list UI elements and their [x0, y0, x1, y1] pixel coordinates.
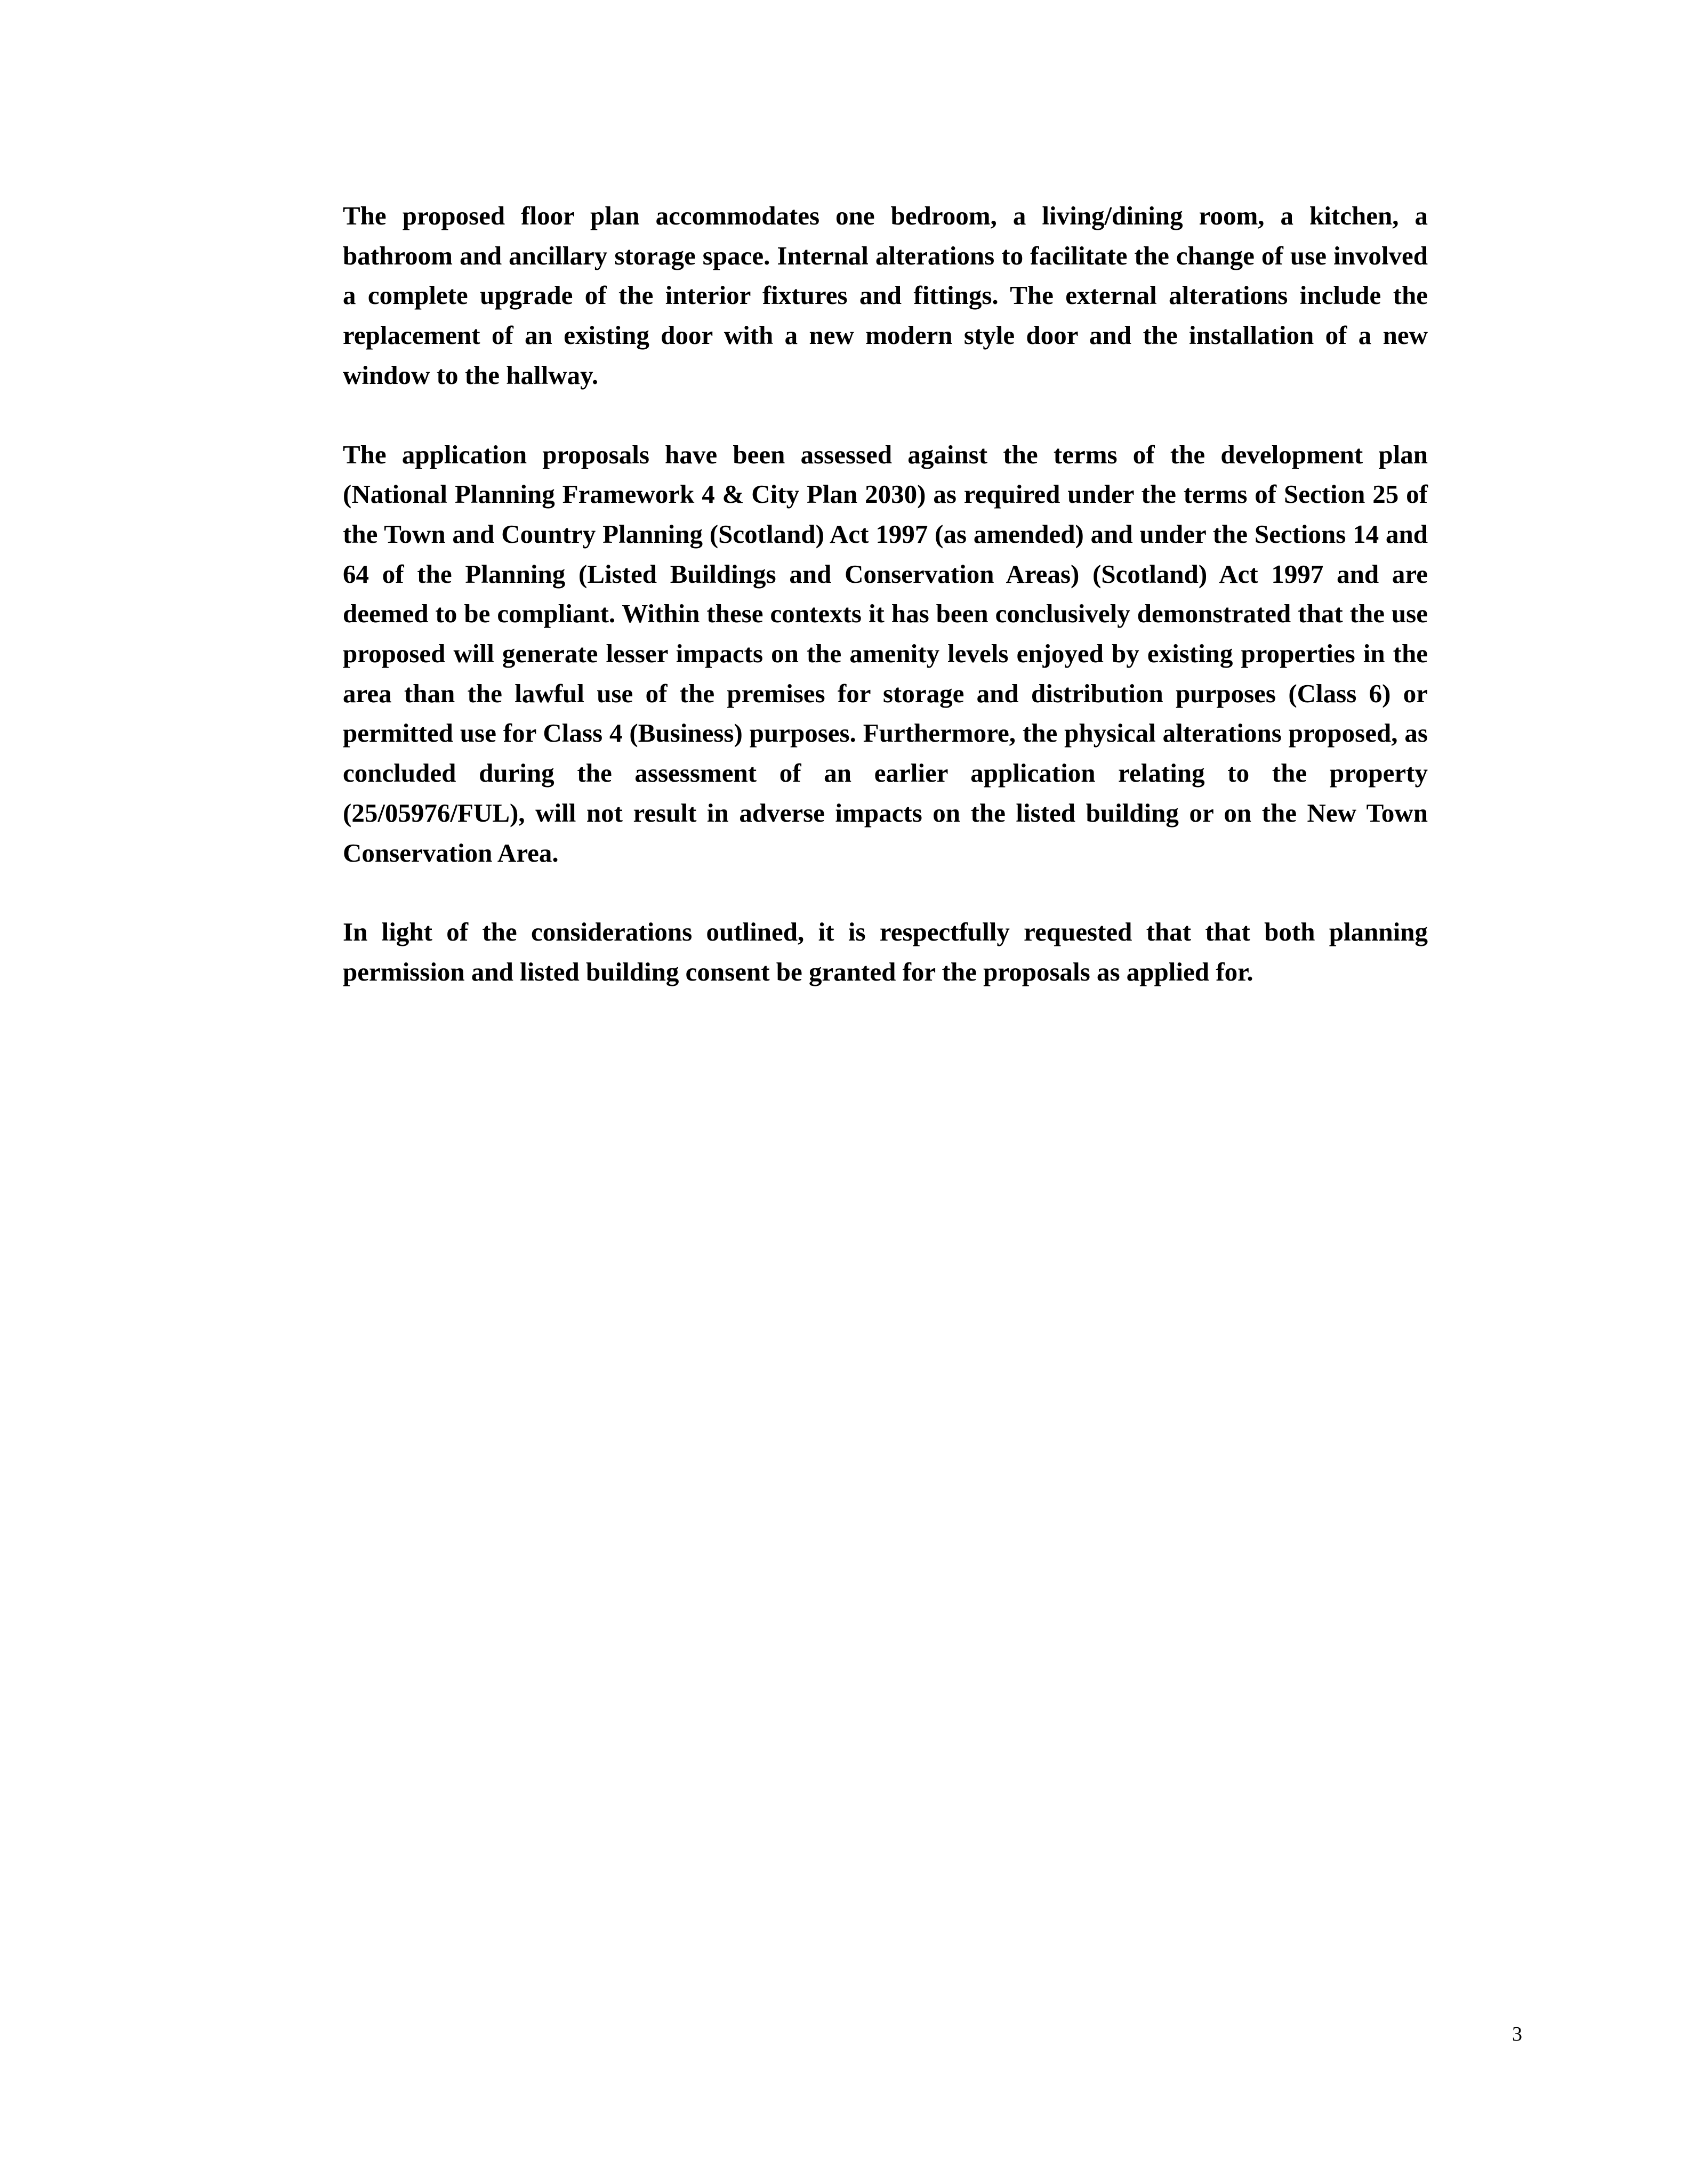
- paragraph-assessment: The application proposals have been assessed against the terms of the development plan (National Planning Framework 4 & City Plan 2030) as required under the terms of Section 25 of the Town and Country Planning (Scotland) Act 1997 (as amended) and under the Sections 14 and 64 of the Planning (Listed Buildings and Conservation Areas) (Scotland) Act 1997 and are deemed to be compliant. Within these contexts it has been conclusively demonstrated that the use proposed will generate lesser impacts on the amenity levels enjoyed by existing properties in the area than the lawful use of the premises for storage and distribution purposes (Class 6) or permitted use for Class 4 (Business) purposes. Furthermore, the physical alterations proposed, as concluded during the assessment of an earlier application relating to the property (25/05976/FUL), will not result in adverse impacts on the listed building or on the New Town Conservation Area.: [343, 439, 1428, 868]
- page-number: 3: [1512, 2023, 1522, 2045]
- paragraph-floor-plan: The proposed floor plan accommodates one bedroom, a living/dining room, a kitchen, a bathroom and ancillary storage space. Internal alterations to facilitate the change of use involved a complete upgrade of the interior fixtures and fittings. The external alterations include the replacement of an existing door with a new modern style door and the installation of a new window to the hallway.: [343, 201, 1428, 390]
- paragraph-conclusion: In light of the considerations outlined, it is respectfully requested that that both planning permission and listed building consent be granted for the proposals as applied for.: [343, 917, 1428, 986]
- document-body: [343, 196, 1428, 992]
